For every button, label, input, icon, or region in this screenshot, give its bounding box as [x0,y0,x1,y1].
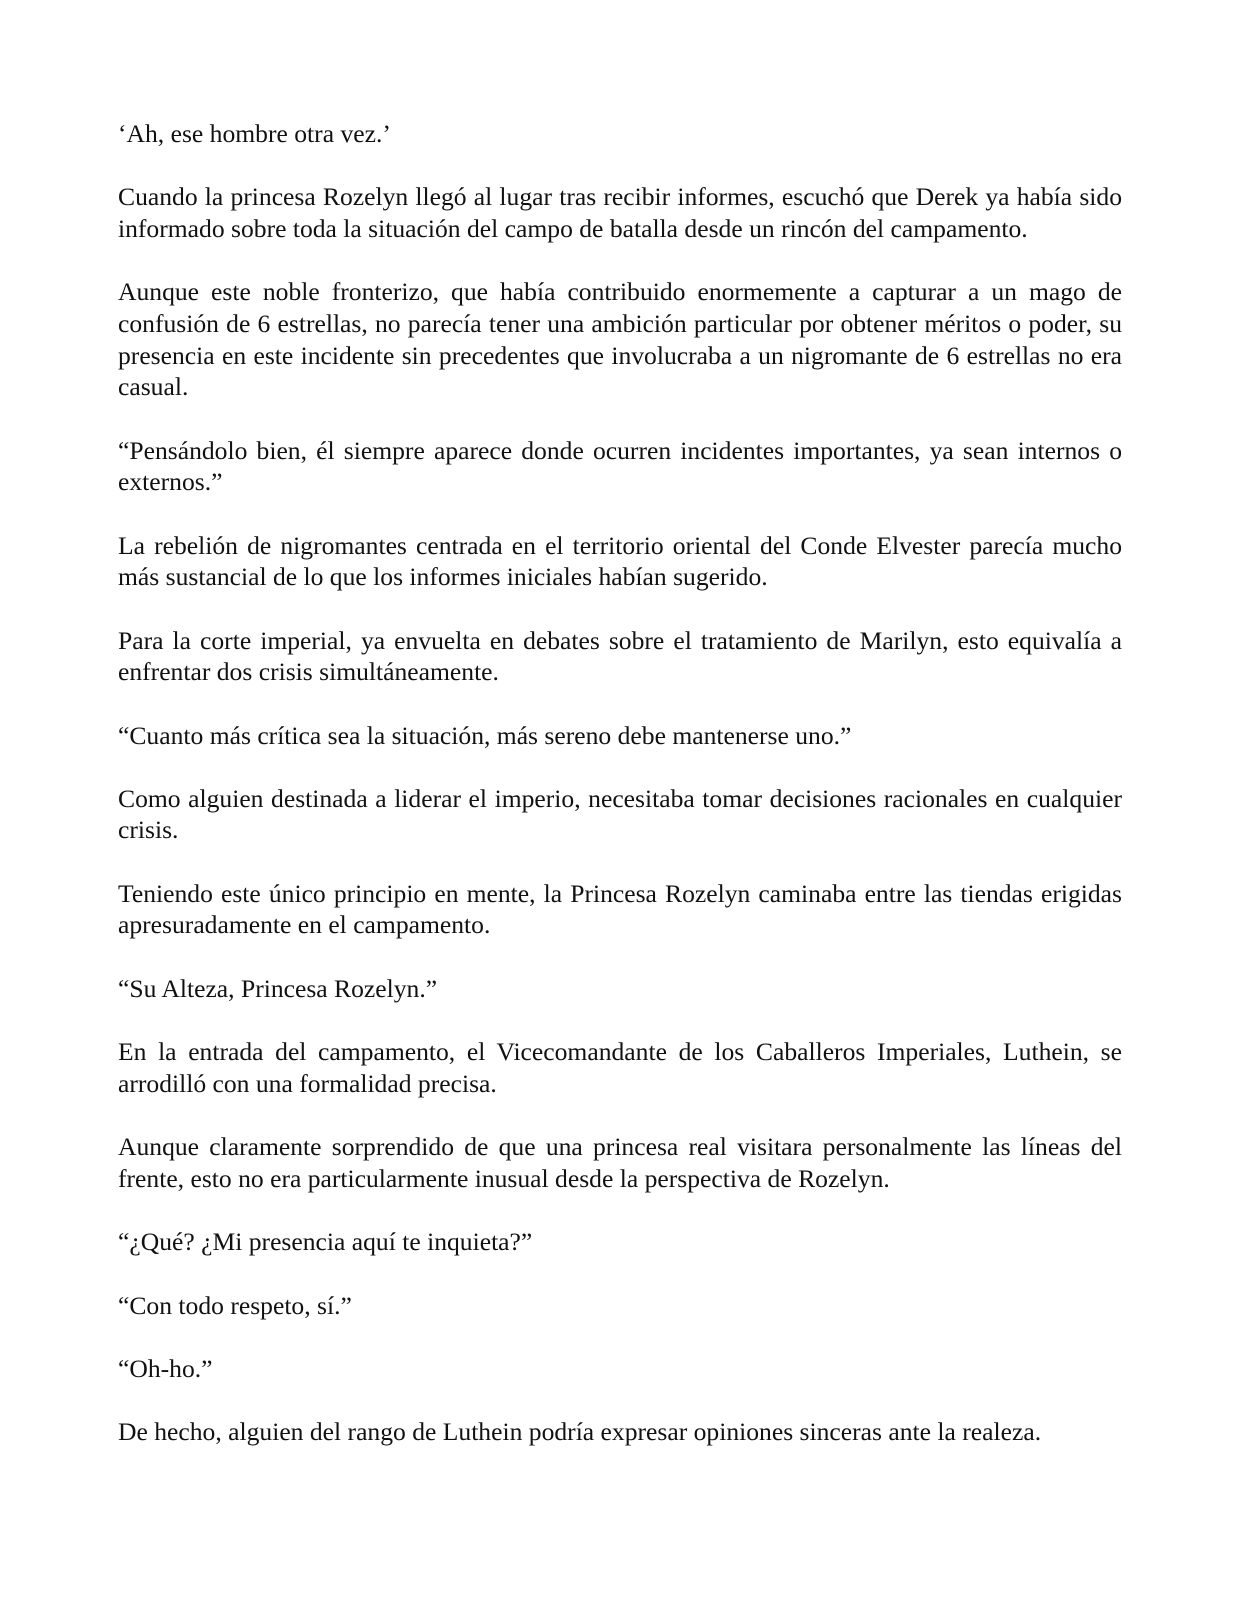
paragraph-2: Cuando la princesa Rozelyn llegó al lugar tras recibir informes, escuchó que Derek ya había sido informado sobre toda la situación del campo de batalla desde un rincón del campamento. [118,182,1122,243]
paragraph-12: Aunque claramente sorprendido de que una princesa real visitara personalmente las líneas del frente, esto no era particularmente inusual desde la perspectiva de Rozelyn. [118,1132,1122,1193]
paragraph-4: “Pensándolo bien, él siempre aparece donde ocurren incidentes importantes, ya sean internos o externos.” [118,435,1122,497]
document-page [118,118,1122,1480]
paragraph-15: “Oh-ho.” [118,1354,213,1383]
paragraph-5: La rebelión de nigromantes centrada en el territorio oriental del Conde Elvester parecía mucho más sustancial de lo que los informes iniciales habían sugerido. [118,530,1122,592]
paragraph-10: “Su Alteza, Princesa Rozelyn.” [118,973,438,1003]
paragraph-14: “Con todo respeto, sí.” [118,1290,352,1320]
paragraph-6: Para la corte imperial, ya envuelta en debates sobre el tratamiento de Marilyn, esto equivalía a enfrentar dos crisis simultáneamente. [118,625,1122,687]
paragraph-7: “Cuanto más crítica sea la situación, más sereno debe mantenerse uno.” [118,720,852,750]
paragraph-13: “¿Qué? ¿Mi presencia aquí te inquieta?” [118,1227,533,1257]
paragraph-11: En la entrada del campamento, el Vicecomandante de los Caballeros Imperiales, Luthein, se arrodilló con una formalidad precisa. [118,1037,1122,1098]
paragraph-3: Aunque este noble fronterizo, que había contribuido enormemente a capturar a un mago de confusión de 6 estrellas, no parecía tener una ambición particular por obtener méritos o poder, su presencia en este incidente sin precedentes que involucraba a un nigromante de 6 estrellas no era casual. [118,277,1122,402]
paragraph-16: De hecho, alguien del rango de Luthein podría expresar opiniones sinceras ante la realeza. [118,1417,1042,1447]
paragraph-1: ‘Ah, ese hombre otra vez.’ [118,119,391,148]
paragraph-8: Como alguien destinada a liderar el imperio, necesitaba tomar decisiones racionales en cualquier crisis. [118,783,1122,845]
paragraph-9: Teniendo este único principio en mente, la Princesa Rozelyn caminaba entre las tiendas erigidas apresuradamente en el campamento. [118,878,1122,940]
